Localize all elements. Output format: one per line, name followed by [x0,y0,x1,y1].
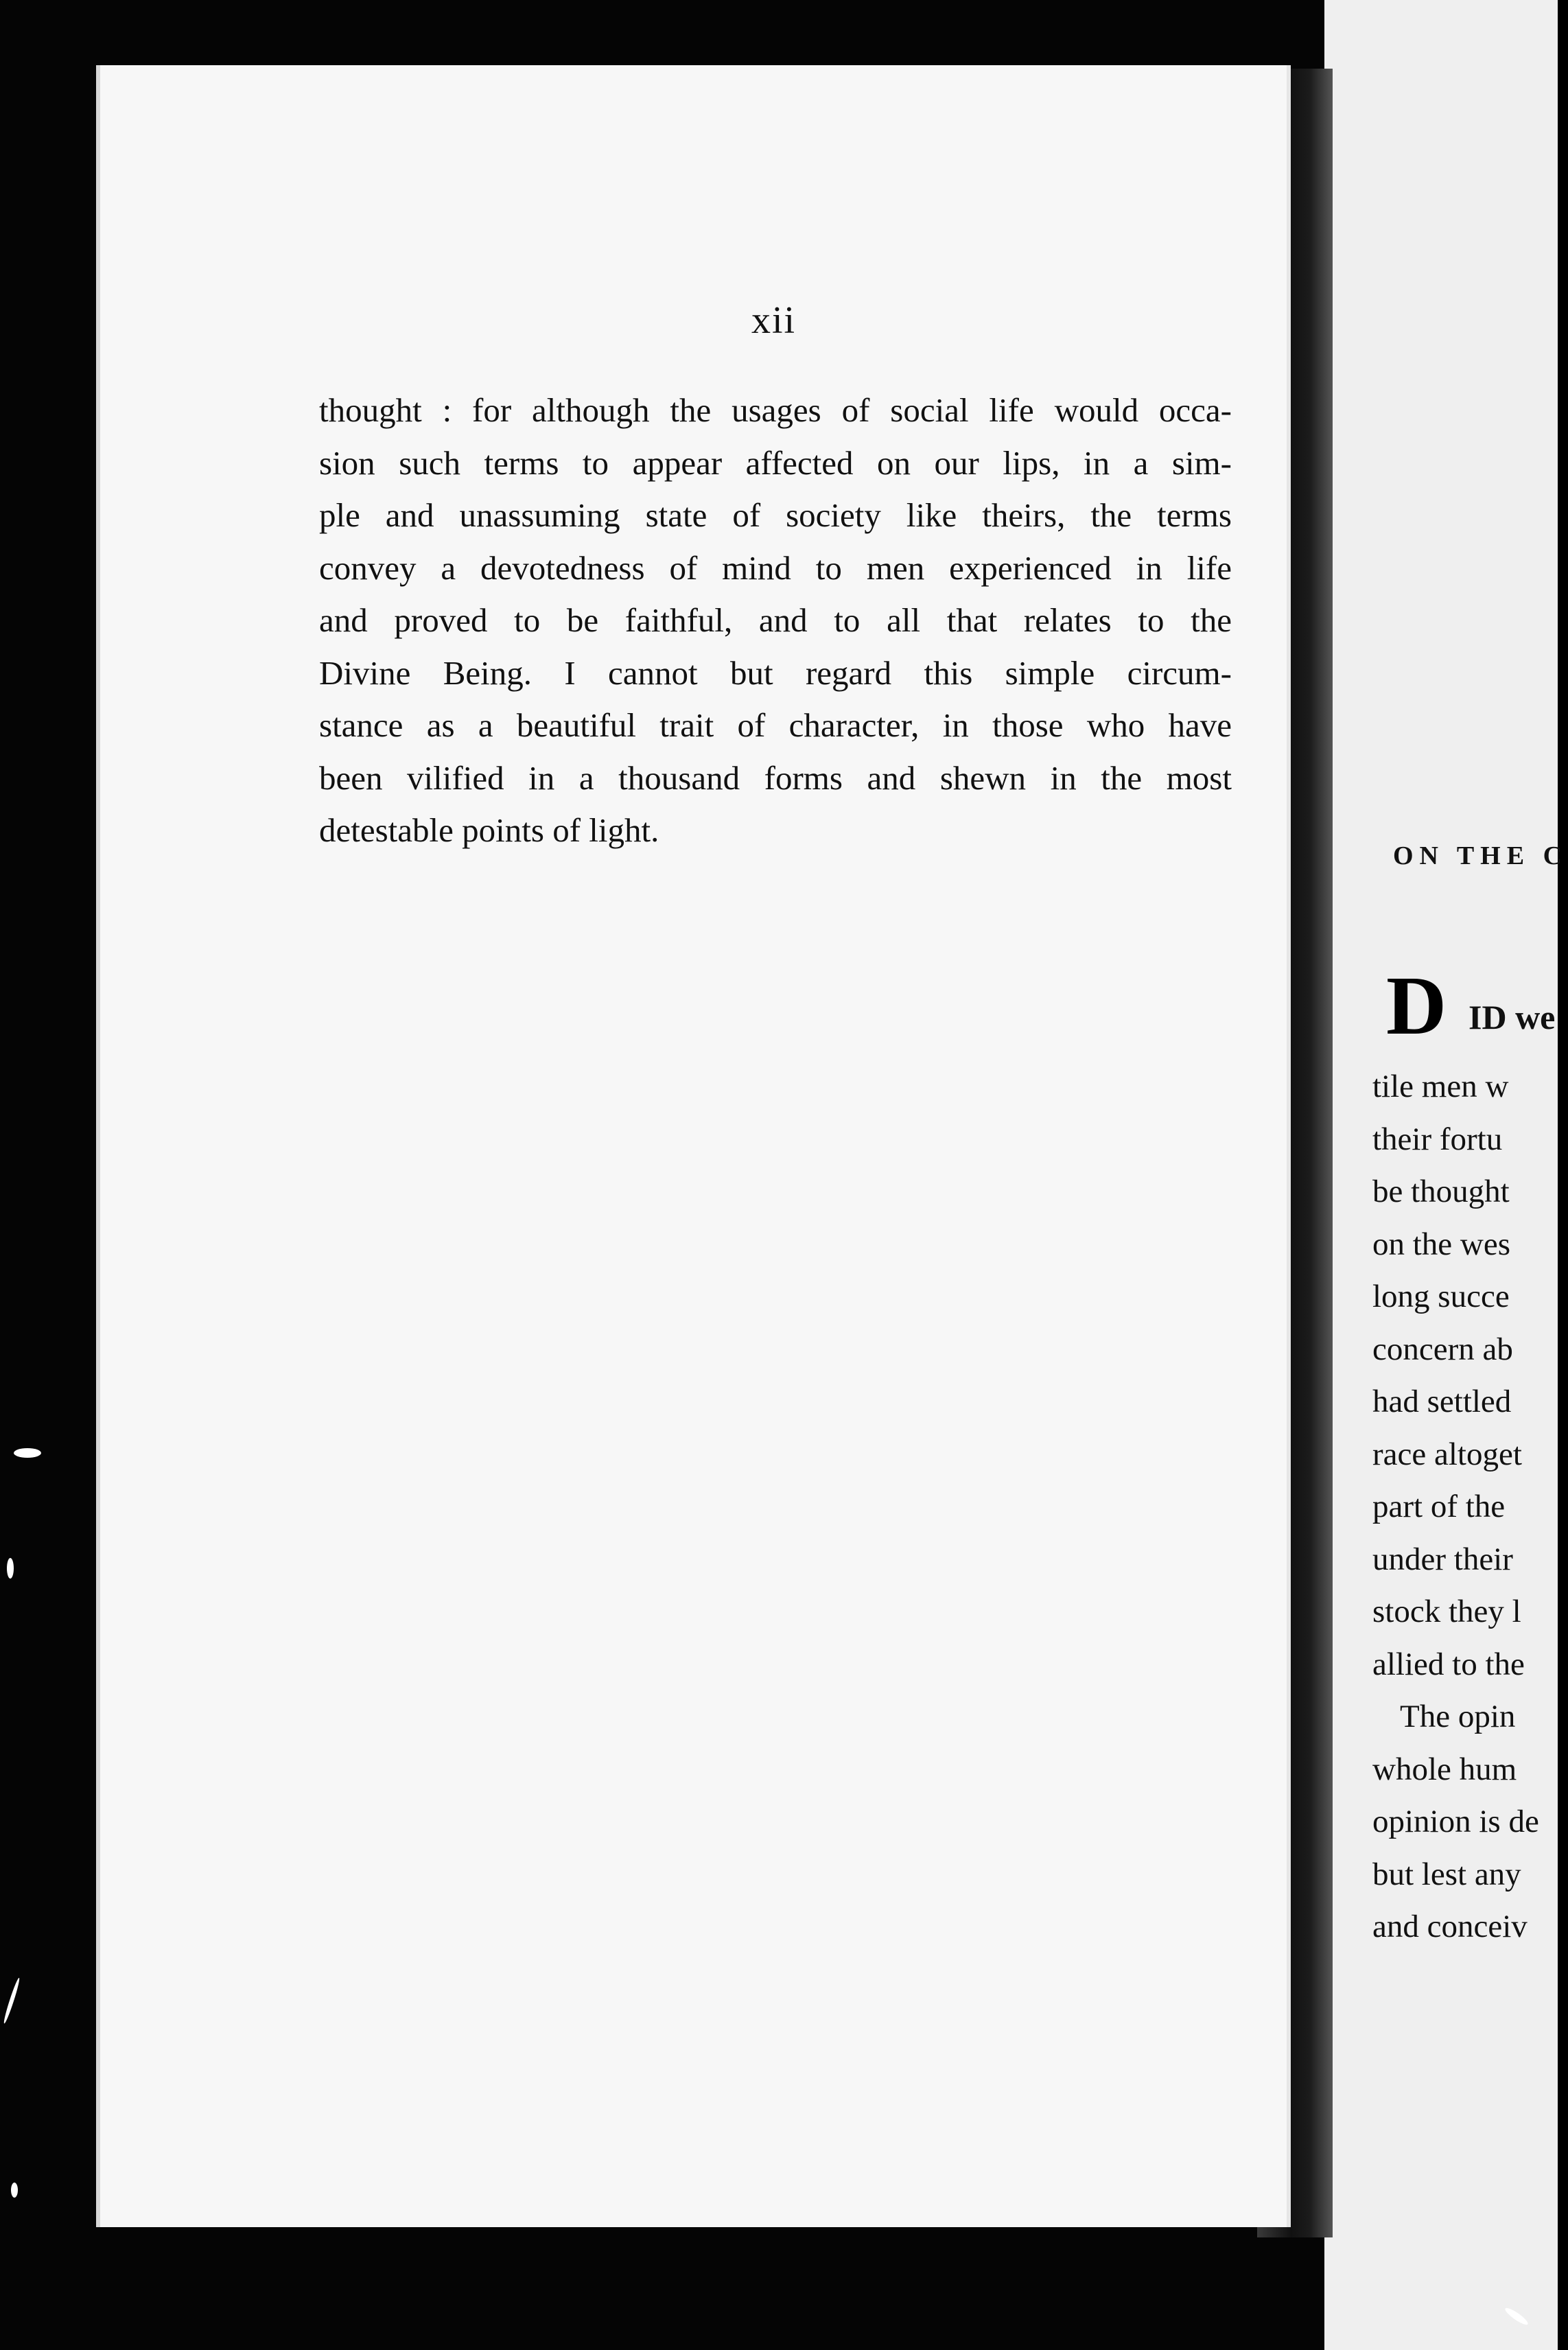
right-text-line: The opin [1400,1699,1516,1734]
text-line: convey a devotedness of mind to men experienced in life [319,548,1232,587]
dust-speck [14,1448,41,1458]
right-text-line: part of the [1372,1489,1506,1524]
text-line: been vilified in a thousand forms and shewn in the most [319,758,1232,797]
right-text-line: be thought [1372,1174,1510,1209]
dust-speck [7,1558,14,1579]
right-text-line: had settled [1372,1384,1512,1419]
dust-speck [11,2183,18,2198]
text-line: Divine Being. I cannot but regard this simple circum- [319,653,1232,692]
text-line: detestable points of light. [319,811,659,849]
right-text-line: stock they l [1372,1594,1521,1629]
dust-speck [2,1977,21,2024]
right-text-line: tile men w [1372,1069,1509,1104]
right-page-heading: ON THE C [1393,841,1568,870]
right-text-line: and conceiv [1372,1909,1528,1944]
right-text-line: on the wes [1372,1226,1511,1262]
right-text-line: race altoget [1372,1436,1522,1472]
right-text-line: concern ab [1372,1331,1513,1367]
page-number: xii [751,299,797,342]
text-line: and proved to be faithful, and to all that relates to the [319,601,1232,639]
right-text-line: whole hum [1372,1751,1517,1787]
text-line: thought : for although the usages of social life would occa- [319,391,1232,429]
right-text-line: allied to the [1372,1646,1525,1682]
right-page-first-word: ID we [1468,998,1556,1036]
right-text-line: but lest any [1372,1856,1521,1892]
text-line: ple and unassuming state of society like theirs, the terms [319,496,1232,534]
body-paragraph [319,384,1232,857]
right-text-line: long succe [1372,1279,1510,1314]
text-line: sion such terms to appear affected on our lips, in a sim- [319,443,1232,482]
right-text-line: their fortu [1372,1121,1503,1157]
text-line: stance as a beautiful trait of character, in those who have [319,706,1232,744]
drop-cap: D [1386,959,1447,1052]
right-text-line: under their [1372,1541,1513,1577]
right-page-text [1372,1060,1539,1953]
right-text-line: opinion is de [1372,1804,1539,1839]
